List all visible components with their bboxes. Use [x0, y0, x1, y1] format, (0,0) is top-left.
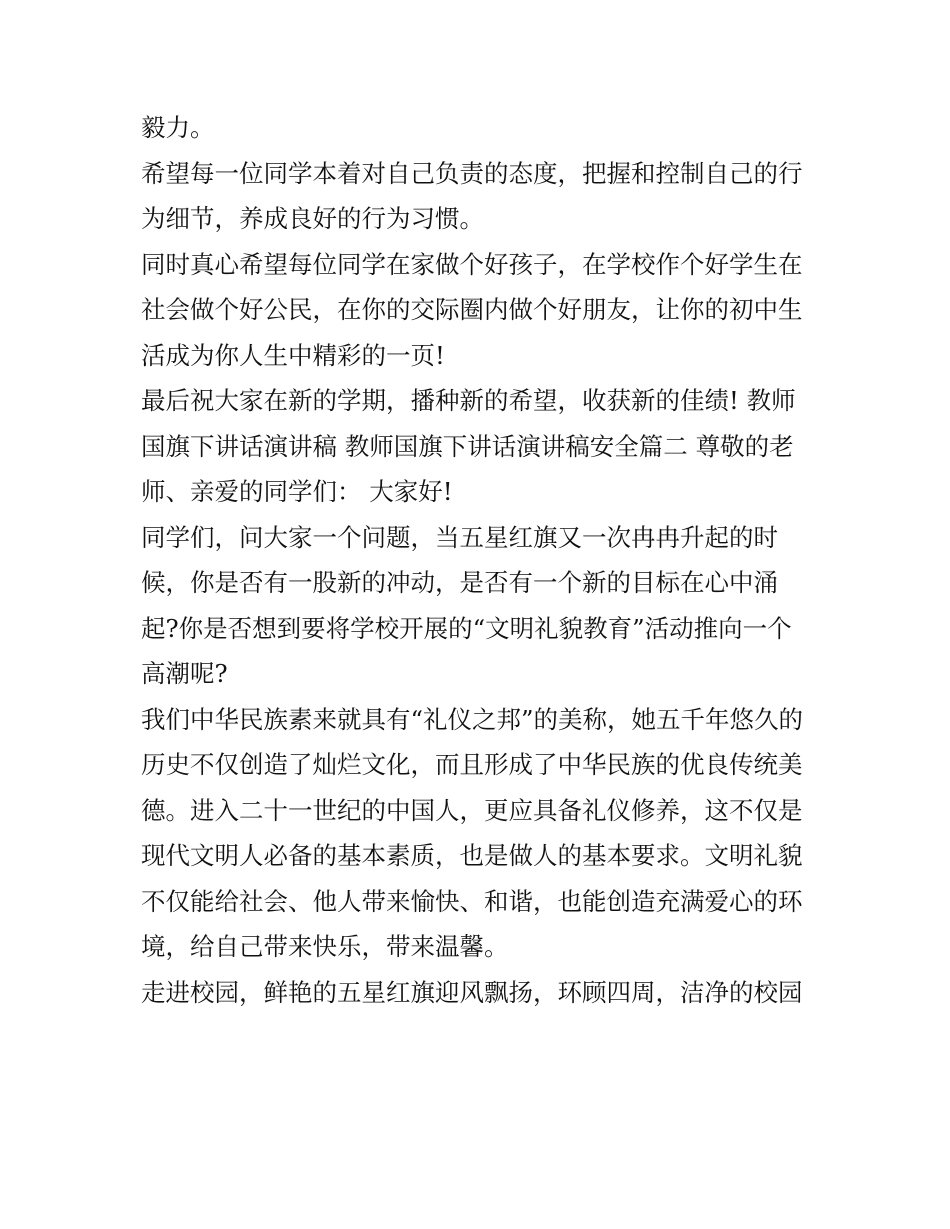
text-line: 走进校园，鲜艳的五星红旗迎风飘扬，环顾四周，洁净的校园 [141, 977, 803, 1007]
text-line: 同时真心希望每位同学在家做个好孩子，在学校作个好学生在 [141, 249, 803, 279]
text-line: 同学们，问大家一个问题，当五星红旗又一次冉冉升起的时 [141, 522, 778, 552]
text-line: 最后祝大家在新的学期，播种新的希望，收获新的佳绩! 教师 [141, 386, 796, 415]
text-line: 起?你是否想到要将学校开展的“文明礼貌教育”活动推向一个 [141, 613, 792, 643]
document-body [141, 105, 821, 1015]
text-line: 德。进入二十一世纪的中国人，更应具备礼仪修养，这不仅是 [141, 795, 803, 825]
text-line: 为细节，养成良好的行为习惯。 [141, 204, 484, 233]
text-line: 师、亲爱的同学们： 大家好! [141, 477, 453, 506]
text-line: 高潮呢? [141, 659, 228, 688]
text-line: 毅力。 [141, 113, 215, 142]
text-line: 我们中华民族素来就具有“礼仪之邦”的美称，她五千年悠久的 [141, 704, 804, 734]
text-line: 活成为你人生中精彩的一页! [141, 340, 445, 370]
text-line: 境，给自己带来快乐，带来温馨。 [141, 932, 509, 961]
text-line: 候，你是否有一股新的冲动，是否有一个新的目标在心中涌 [141, 568, 778, 597]
text-line: 希望每一位同学本着对自己负责的态度，把握和控制自己的行 [141, 158, 803, 188]
text-line: 社会做个好公民，在你的交际圈内做个好朋友，让你的初中生 [141, 295, 803, 324]
text-line: 历史不仅创造了灿烂文化，而且形成了中华民族的优良传统美 [141, 750, 803, 779]
text-line: 国旗下讲话演讲稿 教师国旗下讲话演讲稿安全篇二 尊敬的老 [141, 431, 794, 461]
text-line: 不仅能给社会、他人带来愉快、和谐，也能创造充满爱心的环 [141, 886, 803, 916]
text-line: 现代文明人必备的基本素质，也是做人的基本要求。文明礼貌 [141, 841, 803, 870]
